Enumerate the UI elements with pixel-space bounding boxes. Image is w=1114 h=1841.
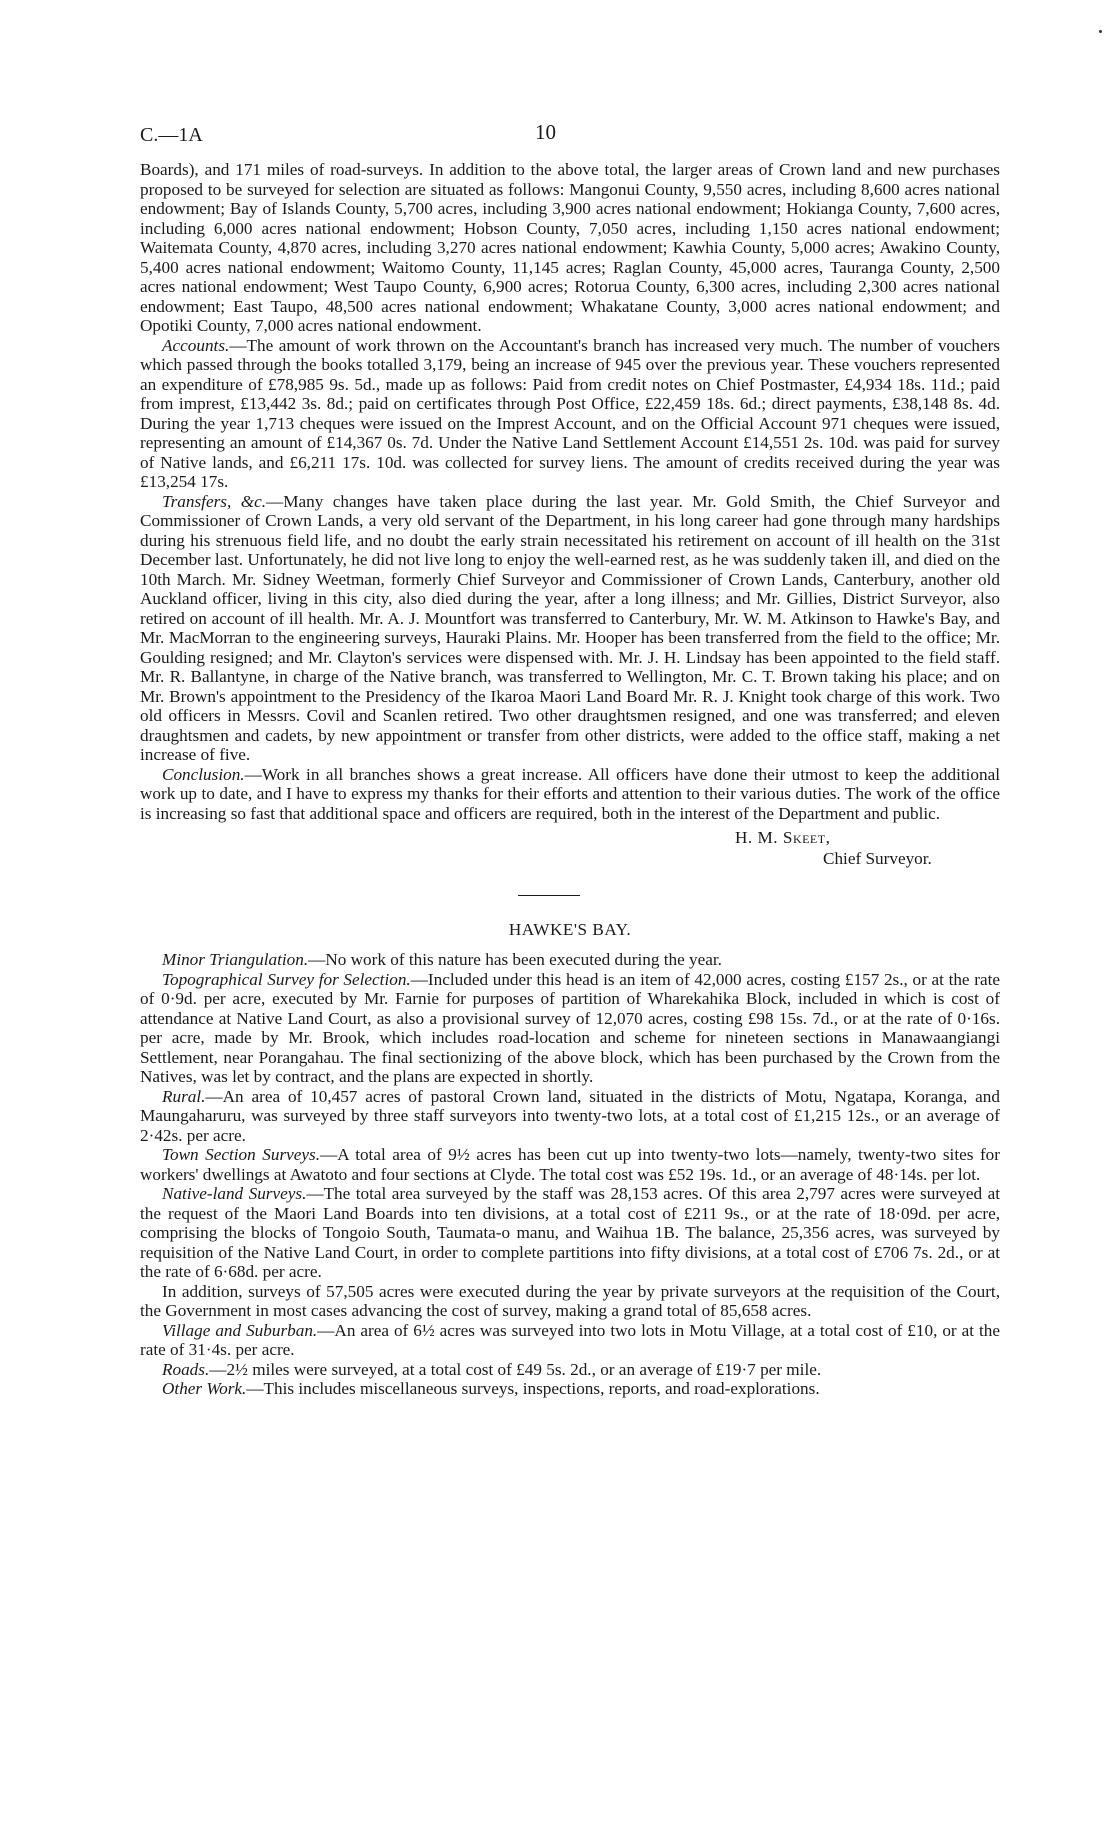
section-divider (518, 895, 580, 896)
document-reference: C.—1A (140, 124, 203, 146)
paragraph-text: —Work in all branches shows a great increase. All officers have done their utmost to keep the additional work up to date, and I have to express my thanks for their efforts and attention to their various duties. The work of the office is increasing so fast that additional space and officers are required, both in the interest of the Department and public. (140, 764, 1000, 823)
paragraph-heading: Town Section Surveys. (162, 1145, 321, 1164)
paragraph-native-land (140, 1184, 1000, 1282)
paragraph-heading: Native-land Surveys. (162, 1184, 307, 1203)
paragraph-heading: Other Work. (162, 1379, 247, 1398)
paragraph-heading: Village and Suburban. (162, 1320, 318, 1340)
paragraph-heading: Transfers, &c. (162, 491, 266, 511)
body-text-top (140, 160, 1000, 823)
margin-mark (1099, 30, 1102, 33)
paragraph-text: —Included under this head is an item of 42,000 acres, costing £157 2s., or at the rate of 0·9d. per acre, executed by Mr. Farnie for purposes of partition of Wharekahika Block, included in which is cost of attendance at Native Land Court, as also a provisional survey of 12,070 acres, costing £98 15s. 7d., or at the rate of 0·16s. per acre, made by Mr. Brook, which includes road-location and scheme for nineteen sections in Manawaangiangi Settlement, near Porangahau. The final sectionizing of the above block, which has been purchased by the Crown from the Natives, was let by contract, and the plans are expected in shortly. (140, 969, 1000, 1086)
paragraph-heading: Topographical Survey for Selection. (162, 969, 411, 989)
signature-block (140, 827, 1000, 869)
paragraph-rural (140, 1087, 1000, 1146)
signature-name: H. M. Skeet, (735, 828, 831, 847)
page-number: 10 (535, 120, 556, 144)
paragraph-private-surveys (140, 1282, 1000, 1321)
document-page (140, 100, 1000, 1399)
paragraph-text: Boards), and 171 miles of road-surveys. In addition to the above total, the larger areas of Crown land and new purchases proposed to be surveyed for selection are situated as follows: Mangonui County, 9,550 acres, including 8,600 acres national endowment; Bay of Islands County, 5,700 acres, including 3,900 acres national endowment; Hokianga County, 7,600 acres, including 6,000 acres national endowment; Hobson County, 7,050 acres, including 1,150 acres national endowment; Waitemata County, 4,870 acres, including 3,270 acres national endowment; Kawhia County, 5,000 acres; Awakino County, 5,400 acres national endowment; Waitomo County, 11,145 acres; Raglan County, 45,000 acres, Tauranga County, 2,500 acres national endowment; West Taupo County, 6,900 acres; Rotorua County, 6,300 acres, including 2,300 acres national endowment; East Taupo, 48,500 acres national endowment; Whakatane County, 3,000 acres national endowment; and Opotiki County, 7,000 acres national endowment. (140, 160, 1000, 335)
paragraph-text: —2½ miles were surveyed, at a total cost of £49 5s. 2d., or an average of £19·7 per mile. (209, 1359, 822, 1379)
body-text-bottom (140, 950, 1000, 1399)
paragraph-text: —The amount of work thrown on the Accountant's branch has increased very much. The number of vouchers which passed through the books totalled 3,179, being an increase of 945 over the previous year. These vouchers represented an expenditure of £78,985 9s. 5d., made up as follows: Paid from credit notes on Chief Postmaster, £4,934 18s. 11d.; paid from imprest, £13,442 3s. 8d.; paid on certificates through Post Office, £22,459 18s. 6d.; direct payments, £38,148 8s. 4d. During the year 1,713 cheques were issued on the Imprest Account, and on the Official Account 971 cheques were issued, representing an amount of £14,367 0s. 7d. Under the Native Land Settlement Account £14,551 2s. 10d. was paid for survey of Native lands, and £6,211 17s. 10d. was collected for survey liens. The amount of credits received during the year was £13,254 17s. (140, 335, 1000, 491)
paragraph-heading: Conclusion. (162, 764, 245, 784)
paragraph-heading: Roads. (162, 1359, 210, 1379)
paragraph-accounts (140, 336, 1000, 492)
section-heading: HAWKE'S BAY. (508, 920, 632, 939)
paragraph-text: —No work of this nature has been executed during the year. (308, 950, 722, 969)
paragraph-village-suburban (140, 1321, 1000, 1360)
signature-title: Chief Surveyor. (823, 849, 932, 868)
paragraph-topographical-survey (140, 970, 1000, 1087)
paragraph-text: —This includes miscellaneous surveys, inspections, reports, and road-explorations. (246, 1379, 820, 1398)
page-header (140, 100, 1000, 160)
paragraph-conclusion (140, 765, 1000, 824)
paragraph-town-section (140, 1145, 1000, 1184)
paragraph-text: In addition, surveys of 57,505 acres were executed during the year by private surveyors at the requisition of the Court, the Government in most cases advancing the cost of survey, making a grand total of 85,658 acres. (140, 1281, 1000, 1320)
paragraph-minor-triangulation (140, 950, 1000, 970)
paragraph-transfers (140, 492, 1000, 765)
paragraph-text: —An area of 6½ acres was surveyed into two lots in Motu Village, at a total cost of £10, or at the rate of 31·4s. per acre. (140, 1320, 1000, 1359)
paragraph-text: —The total area surveyed by the staff was 28,153 acres. Of this area 2,797 acres were surveyed at the request of the Maori Land Boards into ten divisions, at a total cost of £211 9s., or at the rate of 18·09d. per acre, comprising the blocks of Tongoio South, Taumata-o manu, and Waihua 1B. The balance, 25,356 acres, was surveyed by requisition of the Native Land Court, in order to complete partitions into fifty divisions, at a total cost of £706 7s. 2d., or at the rate of 6·68d. per acre. (140, 1184, 1000, 1281)
paragraph-crown-land (140, 160, 1000, 336)
paragraph-roads (140, 1360, 1000, 1380)
paragraph-heading: Minor Triangulation. (162, 950, 309, 969)
paragraph-text: —Many changes have taken place during the last year. Mr. Gold Smith, the Chief Surveyor and Commissioner of Crown Lands, a very old servant of the Department, in his long career had gone through many hardships during his strenuous field life, and no doubt the early strain necessitated his retirement on account of ill health on the 31st December last. Unfortunately, he did not live long to enjoy the well-earned rest, as he was suddenly taken ill, and died on the 10th March. Mr. Sidney Weetman, formerly Chief Surveyor and Commissioner of Crown Lands, Canterbury, another old Auckland officer, living in this city, also died during the year, after a long illness; and Mr. Gillies, District Surveyor, also retired on account of ill health. Mr. A. J. Mountfort was transferred to Canterbury, Mr. W. M. Atkinson to Hawke's Bay, and Mr. MacMorran to the engineering surveys, Hauraki Plains. Mr. Hooper has been transferred from the field to the office; Mr. Goulding resigned; and Mr. Clayton's services were dispensed with. Mr. J. H. Lindsay has been appointed to the field staff. Mr. R. Ballantyne, in charge of the Native branch, was transferred to Wellington, Mr. C. T. Brown taking his place; and on Mr. Brown's appointment to the Presidency of the Ikaroa Maori Land Board Mr. R. J. Knight took charge of this work. Two old officers in Messrs. Covil and Scanlen retired. Two other draughtsmen resigned, and one was transferred; and eleven draughtsmen and cadets, by new appointment or transfer from other districts, were added to the office staff, making a net increase of five. (140, 491, 1000, 764)
paragraph-heading: Accounts. (162, 335, 230, 355)
paragraph-text: —A total area of 9½ acres has been cut up into twenty-two lots—namely, twenty-two sites for workers' dwellings at Awatoto and four sections at Clyde. The total cost was £52 19s. 1d., or an average of 48·14s. per lot. (140, 1145, 1000, 1184)
paragraph-text: —An area of 10,457 acres of pastoral Crown land, situated in the districts of Motu, Ngatapa, Koranga, and Maungaharuru, was surveyed by three staff surveyors into twenty-two lots, at a total cost of £1,215 12s., or an average of 2·42s. per acre. (140, 1086, 1000, 1145)
paragraph-heading: Rural. (162, 1086, 206, 1106)
paragraph-other-work (140, 1379, 1000, 1399)
